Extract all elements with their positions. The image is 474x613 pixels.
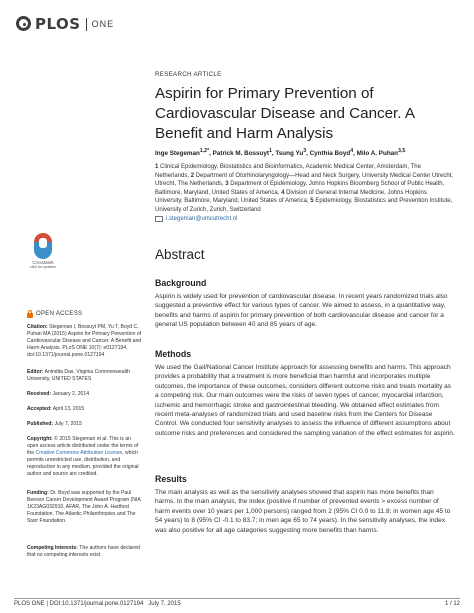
open-access-badge (27, 310, 143, 318)
published-label: Published: (27, 421, 54, 427)
editor-block (27, 369, 143, 383)
plos-logo-icon (15, 15, 33, 33)
accepted-block (27, 406, 143, 413)
open-access-label: OPEN ACCESS (36, 310, 83, 317)
author-name[interactable]: Milo A. Puhan (356, 150, 399, 158)
footer-divider (14, 598, 460, 599)
published-block (27, 421, 143, 428)
license-link[interactable]: Creative Commons Attribution License (35, 450, 123, 456)
accepted-date: April 13, 2015 (52, 406, 85, 412)
corresponding-mark: * (207, 148, 210, 154)
background-text: Aspirin is widely used for prevention of cardiovascular disease. In recent years randomized trials also suggested a preventive effect for various types of cancer. We aimed to assess, in a quantitative way, benefits and harms of aspirin for primary prevention of both cardiovascular disease and cancer for a general US population between 40 and 85 years of age. (155, 293, 448, 329)
open-lock-icon (27, 310, 33, 318)
copyright-label: Copyright: (27, 436, 53, 442)
background-heading: Background (155, 278, 207, 288)
author-affil-sup: 1 (269, 148, 272, 154)
plos-one-logo (15, 14, 114, 34)
funding-label: Funding: (27, 490, 49, 496)
affil-number: 2 (190, 172, 195, 179)
page-footer (14, 601, 460, 607)
abstract-heading: Abstract (155, 247, 205, 262)
funding-block (27, 490, 143, 525)
author-name[interactable]: Tsung Yu (275, 150, 304, 158)
received-date: January 2, 2014 (52, 391, 90, 397)
results-heading: Results (155, 474, 187, 484)
corresponding-email (155, 216, 455, 222)
competing-label: Competing Interests: (27, 545, 78, 551)
methods-text: We used the Gail/National Cancer Institute approach for assessing benefits and harms. This approach provides a probability that a treatment is more beneficial than harmful and incorporates multiple outcomes, the importance of these outcomes, considers different outcome risks and treats mortality as a competing risk. Our main outcomes were the risks of seven types of cancer, myocardial infarction, ischemic and hemorrhagic stroke and gastrointestinal bleeding. We obtained effect estimates from recent meta-analyses of randomized trials and used baseline risks from the Centers for Disease Control. We conducted four sensitivity analyses to assess the influence of different assumptions about outcome risks and preferences and considered the sampling variation of the effect estimates for aspirin. (155, 364, 455, 437)
editor-text: Anindita Das, Virginia Commonwealth University, UNITED STATES (27, 369, 130, 382)
author-name[interactable]: Cynthia Boyd (309, 150, 351, 158)
competing-text: The authors have declared that no competing interests exist. (27, 545, 140, 558)
author-name[interactable]: Inge Stegeman (155, 150, 200, 158)
received-label: Received: (27, 391, 52, 397)
affil-number: 4 (281, 189, 285, 196)
logo-one-text: ONE (91, 19, 115, 29)
author-affil-sup: 3 (303, 148, 307, 154)
article-title: Aspirin for Primary Prevention of Cardiovascular Disease and Cancer. A Benefit and Harm Analysis (155, 85, 415, 142)
editor-label: Editor: (27, 369, 44, 375)
author-name[interactable]: Patrick M. Bossuyt (212, 150, 269, 158)
affil-text: Department of Epidemiology, Johns Hopkins Bloomberg School of Public Health, Baltimore, Maryland, United States of America, (155, 181, 445, 196)
crossmark-sub-label: click for updates (30, 265, 56, 269)
author-affil-sup: 1,2 (199, 148, 208, 154)
copyright-block (27, 436, 143, 478)
affil-number: 3 (225, 181, 229, 187)
citation-label: Citation: (27, 324, 48, 330)
accepted-label: Accepted: (27, 406, 52, 412)
affil-text: Division of General Internal Medicine, Johns Hopkins University, Baltimore, Maryland, United States of America, (155, 189, 427, 204)
received-block (27, 391, 143, 398)
citation-block (27, 324, 143, 359)
results-text: The main analysis as well as the sensitivity analyses showed that aspirin has more benefits than harms. In the main analysis, the index (positive if number of prevented events > excess number of harm events over 10 years per 1,000 persons) ranged from 2 (95% CI 0.0 to 11.8; in women age 45 to 54 years) to 8 (95% CI -0.1 to 83.7; in men age 65 to 74 years). In the sensitivity analyses, the index was also positive for all age categories suggesting more benefits than harms. (155, 489, 451, 534)
published-date: July 7, 2015 (54, 421, 82, 427)
crossmark-button[interactable] (29, 233, 57, 269)
funding-text: Dr. Boyd was supported by the Paul Beeson Career Development Award Program (NIA 1K23AG032910, AFAR, The John A. Hartford Foundation, The Atlantic Philanthropies and The Starr Foundation. (27, 490, 141, 524)
copyright-text: © 2015 Stegeman et al. This is an open access article distributed under the terms of the (27, 436, 139, 456)
citation-text: Stegeman I, Bossuyt PM, Yu T, Boyd C, Puhan MA (2015) Aspirin for Primary Prevention of Cardiovascular Disease and Cancer. A Benefit and Harm Analysis. PLoS ONE 10(7): e0127194. doi:10.1371/journal.pone.0127194 (27, 324, 142, 358)
footer-citation: PLOS ONE | DOI:10.1371/journal.pone.0127194 July 7, 2015 (14, 601, 181, 607)
crossmark-icon (34, 233, 52, 259)
logo-divider (86, 18, 87, 31)
email-link[interactable]: i.stegeman@umcutrecht.nl (166, 216, 238, 222)
affil-text: Epidemiology, Biostatistics and Prevention Institute, University of Zurich, Zurich, Switzerland (155, 198, 453, 213)
affil-text: Clinical Epidemiology, Biostatistics and Bioinformatics, Academic Medical Center, Amsterdam, The Netherlands, (155, 164, 421, 179)
affil-text: Department of Otorhinolaryngology—Head and Neck Surgery, University Medical Center Utrecht, Utrecht, The Netherlands, (155, 172, 454, 187)
logo-plos-text: PLOS (35, 15, 81, 33)
author-affil-sup: 4 (350, 148, 354, 154)
crossmark-label: CrossMark (32, 260, 54, 265)
affiliations (155, 163, 455, 214)
page-number: 1 / 12 (444, 601, 460, 607)
affil-number: 5 (310, 198, 314, 204)
competing-interests-block (27, 545, 143, 559)
mail-icon (155, 216, 163, 222)
affil-number: 1 (155, 164, 159, 170)
methods-heading: Methods (155, 349, 192, 359)
author-affil-sup: 3,5 (398, 148, 406, 154)
article-type: RESEARCH ARTICLE (155, 71, 222, 78)
author-list: Inge Stegeman$^{1,2*}$, Patrick M. Bossuyt$^1$, Tsung Yu$^3$, Cynthia Boyd$^4$, Milo A. Puhan$^{3,5}$ (155, 148, 406, 158)
copyright-text-end: , which permits unrestricted use, distribution, and reproduction in any medium, provided the original author and source are credited. (27, 450, 139, 477)
